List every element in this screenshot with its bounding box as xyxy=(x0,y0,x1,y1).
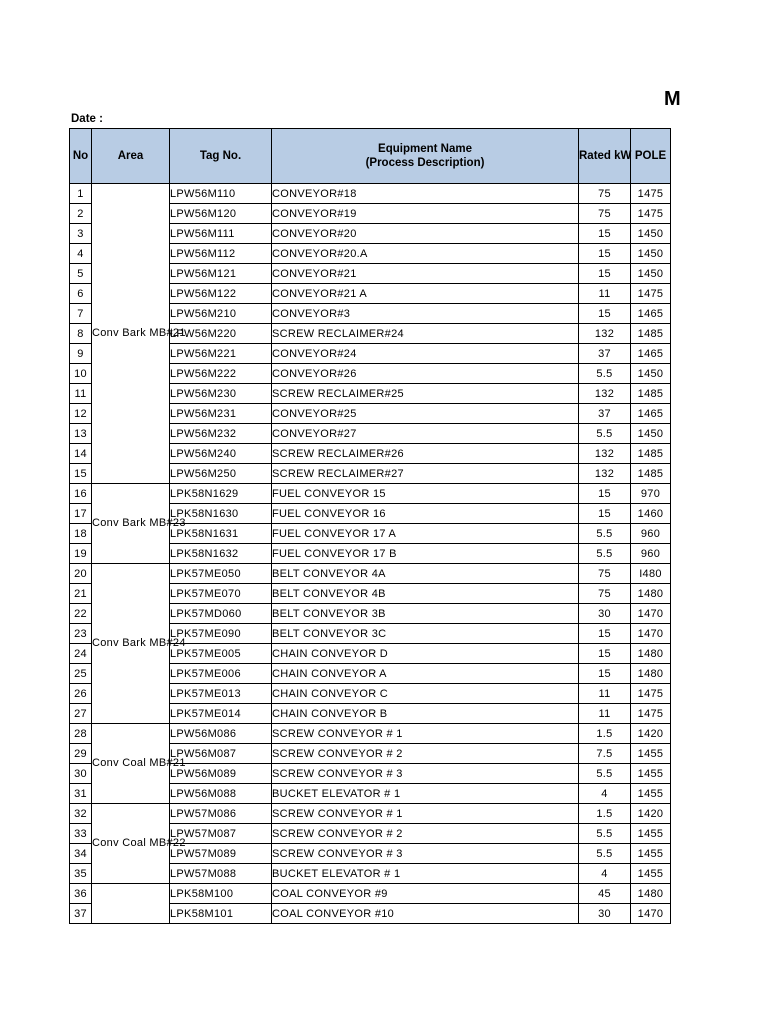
row-number: 10 xyxy=(70,364,92,384)
row-number: 7 xyxy=(70,304,92,324)
equipment-cell: FUEL CONVEYOR 16 xyxy=(272,504,579,524)
row-number: 32 xyxy=(70,804,92,824)
area-cell: Conv Coal MB#22 xyxy=(92,804,170,884)
pole-cell: 1485 xyxy=(631,384,671,404)
column-header-equipment xyxy=(272,129,579,184)
equipment-cell: CONVEYOR#3 xyxy=(272,304,579,324)
row-number: 5 xyxy=(70,264,92,284)
row-number: 17 xyxy=(70,504,92,524)
pole-cell: 1475 xyxy=(631,704,671,724)
tag-cell: LPK57ME090 xyxy=(170,624,272,644)
equipment-cell: CONVEYOR#21 A xyxy=(272,284,579,304)
pole-cell: 1455 xyxy=(631,844,671,864)
equipment-cell: BELT CONVEYOR 4A xyxy=(272,564,579,584)
tag-cell: LPK57ME070 xyxy=(170,584,272,604)
date-label: Date : xyxy=(71,113,103,125)
equipment-table xyxy=(69,128,671,924)
rated-kw-cell: 15 xyxy=(579,644,631,664)
tag-cell: LPW56M110 xyxy=(170,184,272,204)
table-row xyxy=(70,804,671,824)
pole-cell: I480 xyxy=(631,564,671,584)
rated-kw-cell: 1.5 xyxy=(579,724,631,744)
pole-cell: 1480 xyxy=(631,884,671,904)
tag-cell: LPW56M122 xyxy=(170,284,272,304)
tag-cell: LPW56M250 xyxy=(170,464,272,484)
row-number: 27 xyxy=(70,704,92,724)
tag-cell: LPW56M087 xyxy=(170,744,272,764)
tag-cell: LPK58N1630 xyxy=(170,504,272,524)
rated-kw-cell: 5.5 xyxy=(579,544,631,564)
pole-cell: 1470 xyxy=(631,604,671,624)
column-header-no: No xyxy=(70,129,92,184)
row-number: 13 xyxy=(70,424,92,444)
table-row xyxy=(70,724,671,744)
tag-cell: LPW56M086 xyxy=(170,724,272,744)
equipment-cell: CHAIN CONVEYOR C xyxy=(272,684,579,704)
equipment-cell: SCREW CONVEYOR # 3 xyxy=(272,844,579,864)
rated-kw-cell: 5.5 xyxy=(579,424,631,444)
rated-kw-cell: 4 xyxy=(579,784,631,804)
table-row xyxy=(70,484,671,504)
row-number: 11 xyxy=(70,384,92,404)
rated-kw-cell: 15 xyxy=(579,484,631,504)
pole-cell: 1470 xyxy=(631,904,671,924)
equipment-sheet xyxy=(69,128,670,928)
rated-kw-cell: 75 xyxy=(579,584,631,604)
pole-cell: 1465 xyxy=(631,304,671,324)
equipment-cell: SCREW CONVEYOR # 1 xyxy=(272,804,579,824)
rated-kw-cell: 132 xyxy=(579,444,631,464)
rated-kw-cell: 15 xyxy=(579,244,631,264)
row-number: 29 xyxy=(70,744,92,764)
tag-cell: LPK57ME013 xyxy=(170,684,272,704)
tag-cell: LPK57ME005 xyxy=(170,644,272,664)
row-number: 24 xyxy=(70,644,92,664)
document-title: M xyxy=(664,88,681,110)
rated-kw-cell: 5.5 xyxy=(579,524,631,544)
rated-kw-cell: 1.5 xyxy=(579,804,631,824)
equipment-cell: SCREW RECLAIMER#24 xyxy=(272,324,579,344)
tag-cell: LPW56M221 xyxy=(170,344,272,364)
row-number: 22 xyxy=(70,604,92,624)
pole-cell: 1475 xyxy=(631,204,671,224)
rated-kw-cell: 4 xyxy=(579,864,631,884)
equipment-cell: COAL CONVEYOR #10 xyxy=(272,904,579,924)
area-cell xyxy=(92,884,170,924)
tag-cell: LPW56M232 xyxy=(170,424,272,444)
equipment-cell: CHAIN CONVEYOR A xyxy=(272,664,579,684)
rated-kw-cell: 5.5 xyxy=(579,764,631,784)
tag-cell: LPW56M089 xyxy=(170,764,272,784)
row-number: 1 xyxy=(70,184,92,204)
tag-cell: LPW56M230 xyxy=(170,384,272,404)
rated-kw-cell: 15 xyxy=(579,224,631,244)
rated-kw-cell: 5.5 xyxy=(579,844,631,864)
tag-cell: LPK57ME014 xyxy=(170,704,272,724)
area-cell: Conv Coal MB#21 xyxy=(92,724,170,804)
tag-cell: LPW57M088 xyxy=(170,864,272,884)
row-number: 31 xyxy=(70,784,92,804)
tag-cell: LPW56M210 xyxy=(170,304,272,324)
equipment-cell: COAL CONVEYOR #9 xyxy=(272,884,579,904)
header-row xyxy=(70,129,671,184)
tag-cell: LPW56M112 xyxy=(170,244,272,264)
pole-cell: 1480 xyxy=(631,664,671,684)
column-header-tag: Tag No. xyxy=(170,129,272,184)
table-row xyxy=(70,184,671,204)
tag-cell: LPK58M100 xyxy=(170,884,272,904)
row-number: 25 xyxy=(70,664,92,684)
equipment-cell: SCREW CONVEYOR # 1 xyxy=(272,724,579,744)
tag-cell: LPW56M121 xyxy=(170,264,272,284)
pole-cell: 1465 xyxy=(631,404,671,424)
pole-cell: 1455 xyxy=(631,784,671,804)
equipment-header-line1: Equipment Name xyxy=(378,143,472,155)
pole-cell: 1475 xyxy=(631,284,671,304)
row-number: 18 xyxy=(70,524,92,544)
row-number: 8 xyxy=(70,324,92,344)
rated-kw-cell: 15 xyxy=(579,664,631,684)
area-cell: Conv Bark MB#23 xyxy=(92,484,170,564)
tag-cell: LPW56M111 xyxy=(170,224,272,244)
equipment-cell: FUEL CONVEYOR 17 A xyxy=(272,524,579,544)
rated-kw-cell: 5.5 xyxy=(579,364,631,384)
rated-kw-cell: 30 xyxy=(579,904,631,924)
area-cell: Conv Bark MB#24 xyxy=(92,564,170,724)
equipment-cell: CHAIN CONVEYOR B xyxy=(272,704,579,724)
row-number: 2 xyxy=(70,204,92,224)
equipment-cell: SCREW CONVEYOR # 2 xyxy=(272,744,579,764)
pole-cell: 1480 xyxy=(631,584,671,604)
row-number: 34 xyxy=(70,844,92,864)
rated-kw-cell: 15 xyxy=(579,264,631,284)
row-number: 33 xyxy=(70,824,92,844)
pole-cell: 1455 xyxy=(631,864,671,884)
tag-cell: LPW57M086 xyxy=(170,804,272,824)
rated-kw-cell: 75 xyxy=(579,564,631,584)
tag-cell: LPW57M087 xyxy=(170,824,272,844)
rated-kw-cell: 11 xyxy=(579,284,631,304)
tag-cell: LPK58N1631 xyxy=(170,524,272,544)
pole-cell: 1470 xyxy=(631,624,671,644)
pole-cell: 1450 xyxy=(631,244,671,264)
equipment-cell: FUEL CONVEYOR 17 B xyxy=(272,544,579,564)
pole-cell: 1455 xyxy=(631,764,671,784)
row-number: 9 xyxy=(70,344,92,364)
row-number: 28 xyxy=(70,724,92,744)
equipment-cell: CONVEYOR#20 xyxy=(272,224,579,244)
rated-kw-cell: 132 xyxy=(579,464,631,484)
equipment-cell: BELT CONVEYOR 4B xyxy=(272,584,579,604)
pole-cell: 1485 xyxy=(631,324,671,344)
equipment-cell: CONVEYOR#25 xyxy=(272,404,579,424)
pole-cell: 1455 xyxy=(631,744,671,764)
rated-kw-cell: 132 xyxy=(579,324,631,344)
pole-cell: 1450 xyxy=(631,424,671,444)
pole-cell: 970 xyxy=(631,484,671,504)
row-number: 3 xyxy=(70,224,92,244)
pole-cell: 1485 xyxy=(631,464,671,484)
row-number: 12 xyxy=(70,404,92,424)
row-number: 21 xyxy=(70,584,92,604)
tag-cell: LPK58N1632 xyxy=(170,544,272,564)
tag-cell: LPW56M240 xyxy=(170,444,272,464)
equipment-cell: FUEL CONVEYOR 15 xyxy=(272,484,579,504)
column-header-area: Area xyxy=(92,129,170,184)
equipment-header-line2: (Process Description) xyxy=(365,157,485,169)
equipment-cell: CONVEYOR#26 xyxy=(272,364,579,384)
equipment-cell: SCREW RECLAIMER#25 xyxy=(272,384,579,404)
pole-cell: 1450 xyxy=(631,224,671,244)
tag-cell: LPW56M088 xyxy=(170,784,272,804)
tag-cell: LPK58M101 xyxy=(170,904,272,924)
rated-kw-cell: 30 xyxy=(579,604,631,624)
table-row xyxy=(70,564,671,584)
rated-kw-cell: 15 xyxy=(579,504,631,524)
pole-cell: 1420 xyxy=(631,804,671,824)
tag-cell: LPW56M220 xyxy=(170,324,272,344)
rated-kw-cell: 5.5 xyxy=(579,824,631,844)
pole-cell: 1485 xyxy=(631,444,671,464)
rated-kw-cell: 15 xyxy=(579,304,631,324)
pole-cell: 1475 xyxy=(631,684,671,704)
tag-cell: LPW56M222 xyxy=(170,364,272,384)
equipment-cell: BELT CONVEYOR 3C xyxy=(272,624,579,644)
pole-cell: 1420 xyxy=(631,724,671,744)
equipment-cell: SCREW CONVEYOR # 3 xyxy=(272,764,579,784)
rated-kw-cell: 45 xyxy=(579,884,631,904)
equipment-cell: BELT CONVEYOR 3B xyxy=(272,604,579,624)
row-number: 30 xyxy=(70,764,92,784)
column-header-rated-kw: Rated kW xyxy=(579,129,631,184)
rated-kw-cell: 7.5 xyxy=(579,744,631,764)
row-number: 26 xyxy=(70,684,92,704)
tag-cell: LPK58N1629 xyxy=(170,484,272,504)
tag-cell: LPK57MD060 xyxy=(170,604,272,624)
row-number: 37 xyxy=(70,904,92,924)
rated-kw-cell: 11 xyxy=(579,704,631,724)
table-row xyxy=(70,884,671,904)
equipment-cell: CONVEYOR#20.A xyxy=(272,244,579,264)
table-body xyxy=(70,184,671,924)
equipment-cell: CONVEYOR#21 xyxy=(272,264,579,284)
row-number: 19 xyxy=(70,544,92,564)
equipment-cell: CHAIN CONVEYOR D xyxy=(272,644,579,664)
row-number: 14 xyxy=(70,444,92,464)
row-number: 15 xyxy=(70,464,92,484)
rated-kw-cell: 75 xyxy=(579,184,631,204)
equipment-cell: BUCKET ELEVATOR # 1 xyxy=(272,784,579,804)
pole-cell: 960 xyxy=(631,524,671,544)
rated-kw-cell: 132 xyxy=(579,384,631,404)
equipment-cell: CONVEYOR#24 xyxy=(272,344,579,364)
row-number: 20 xyxy=(70,564,92,584)
equipment-cell: CONVEYOR#18 xyxy=(272,184,579,204)
equipment-cell: SCREW RECLAIMER#26 xyxy=(272,444,579,464)
pole-cell: 1460 xyxy=(631,504,671,524)
row-number: 35 xyxy=(70,864,92,884)
pole-cell: 1475 xyxy=(631,184,671,204)
tag-cell: LPW56M231 xyxy=(170,404,272,424)
rated-kw-cell: 75 xyxy=(579,204,631,224)
row-number: 4 xyxy=(70,244,92,264)
equipment-cell: CONVEYOR#19 xyxy=(272,204,579,224)
pole-cell: 1465 xyxy=(631,344,671,364)
area-cell: Conv Bark MB#21 xyxy=(92,184,170,484)
pole-cell: 1450 xyxy=(631,264,671,284)
rated-kw-cell: 37 xyxy=(579,404,631,424)
column-header-pole: POLE xyxy=(631,129,671,184)
pole-cell: 1480 xyxy=(631,644,671,664)
rated-kw-cell: 37 xyxy=(579,344,631,364)
row-number: 23 xyxy=(70,624,92,644)
equipment-cell: SCREW CONVEYOR # 2 xyxy=(272,824,579,844)
row-number: 36 xyxy=(70,884,92,904)
tag-cell: LPW57M089 xyxy=(170,844,272,864)
pole-cell: 1455 xyxy=(631,824,671,844)
equipment-cell: SCREW RECLAIMER#27 xyxy=(272,464,579,484)
equipment-cell: CONVEYOR#27 xyxy=(272,424,579,444)
rated-kw-cell: 11 xyxy=(579,684,631,704)
tag-cell: LPK57ME006 xyxy=(170,664,272,684)
tag-cell: LPK57ME050 xyxy=(170,564,272,584)
pole-cell: 960 xyxy=(631,544,671,564)
tag-cell: LPW56M120 xyxy=(170,204,272,224)
pole-cell: 1450 xyxy=(631,364,671,384)
rated-kw-cell: 15 xyxy=(579,624,631,644)
row-number: 6 xyxy=(70,284,92,304)
equipment-cell: BUCKET ELEVATOR # 1 xyxy=(272,864,579,884)
row-number: 16 xyxy=(70,484,92,504)
